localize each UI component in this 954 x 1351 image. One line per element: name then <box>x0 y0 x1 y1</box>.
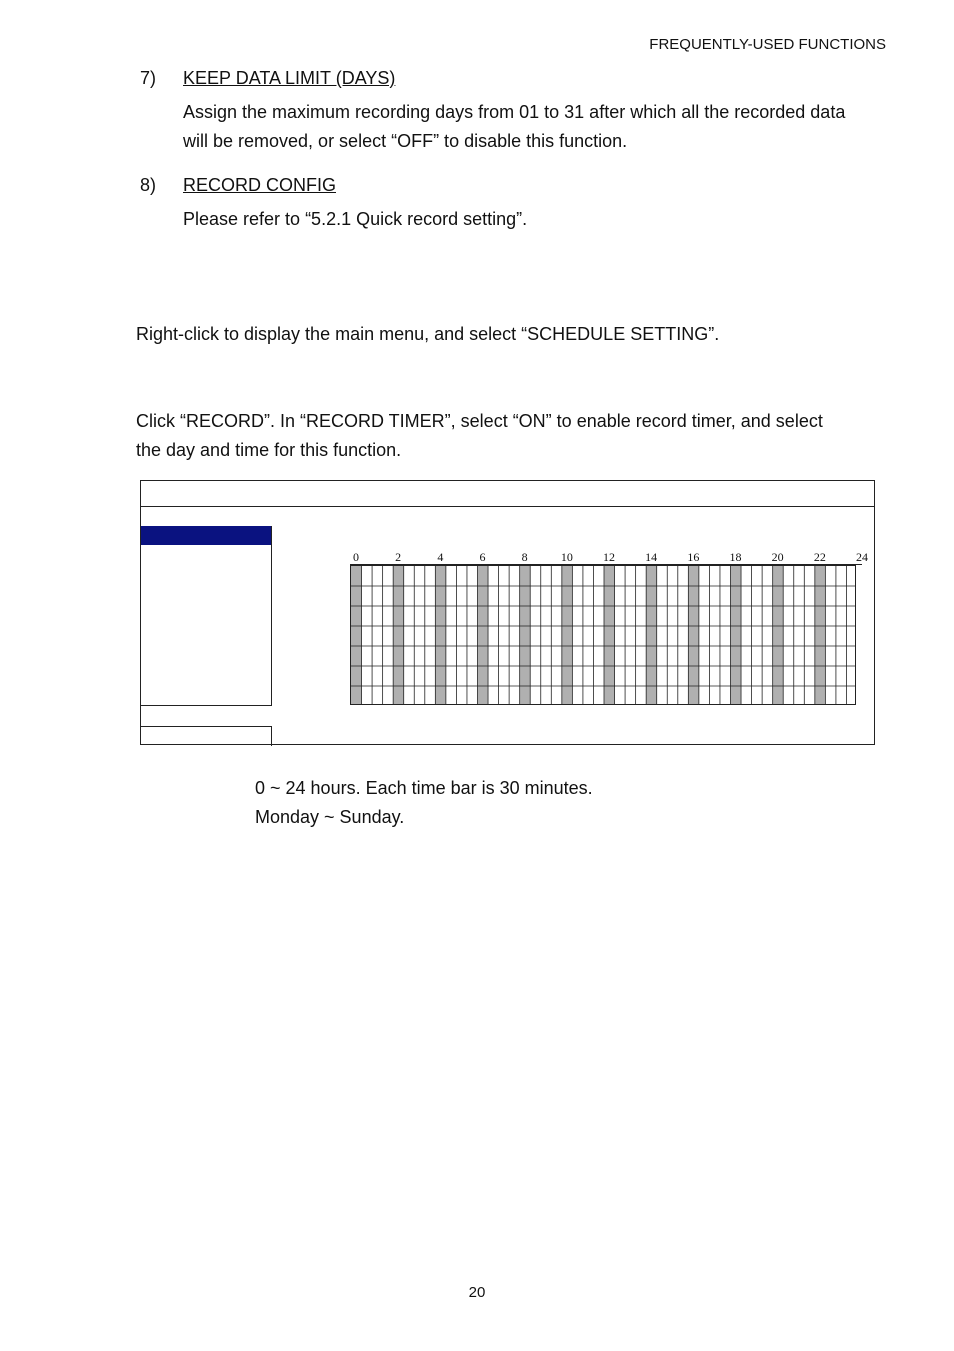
running-header: FREQUENTLY-USED FUNCTIONS <box>649 36 886 53</box>
item-number-7: 7) <box>140 68 157 88</box>
menu-item[interactable] <box>141 726 272 746</box>
hour-label: 0 <box>353 550 359 564</box>
hour-marker-column <box>604 566 615 705</box>
hour-label: 16 <box>687 550 700 564</box>
hour-marker-column <box>688 566 699 705</box>
hour-label: 20 <box>771 550 784 564</box>
hour-marker-column <box>773 566 784 705</box>
instruction-step2-line1: Click “RECORD”. In “RECORD TIMER”, select “ON” to enable record timer, and select <box>136 411 823 431</box>
item-title-keep-data-limit: KEEP DATA LIMIT (DAYS) <box>183 68 396 88</box>
instruction-step2-line2: the day and time for this function. <box>136 440 402 460</box>
hour-label: 4 <box>437 550 444 564</box>
item-number-8: 8) <box>140 175 157 195</box>
hour-label: 12 <box>603 550 615 564</box>
hour-label: 6 <box>479 550 486 564</box>
hour-label: 22 <box>813 550 826 564</box>
item-7-text-line2: will be removed, or select “OFF” to disable this function. <box>183 131 628 151</box>
item-8-text: Please refer to “5.2.1 Quick record setting”. <box>183 209 528 229</box>
hour-label: 8 <box>521 550 528 564</box>
hour-label: 14 <box>645 550 658 564</box>
hour-label: 18 <box>729 550 742 564</box>
hour-label: 24 <box>856 550 868 564</box>
record-timer-grid[interactable] <box>350 565 856 705</box>
hour-marker-column <box>393 566 404 705</box>
hour-marker-column <box>731 566 742 705</box>
item-title-record-config: RECORD CONFIG <box>183 175 336 195</box>
hour-marker-column <box>646 566 657 705</box>
note-hours: 0 ~ 24 hours. Each time bar is 30 minutes. <box>255 778 593 798</box>
hour-marker-column <box>815 566 826 705</box>
item-7-text-line1: Assign the maximum recording days from 01 to 31 after which all the recorded data <box>183 102 846 122</box>
hour-label: 10 <box>560 550 573 564</box>
instruction-step1: Right-click to display the main menu, and select “SCHEDULE SETTING”. <box>136 324 720 344</box>
hour-marker-column <box>520 566 531 705</box>
hour-marker-column <box>435 566 446 705</box>
hour-marker-column <box>562 566 573 705</box>
page-number: 20 <box>468 1284 486 1301</box>
hour-marker-column <box>351 566 362 705</box>
hour-marker-column <box>478 566 489 705</box>
note-days: Monday ~ Sunday. <box>255 807 405 827</box>
hour-label: 2 <box>395 550 402 564</box>
